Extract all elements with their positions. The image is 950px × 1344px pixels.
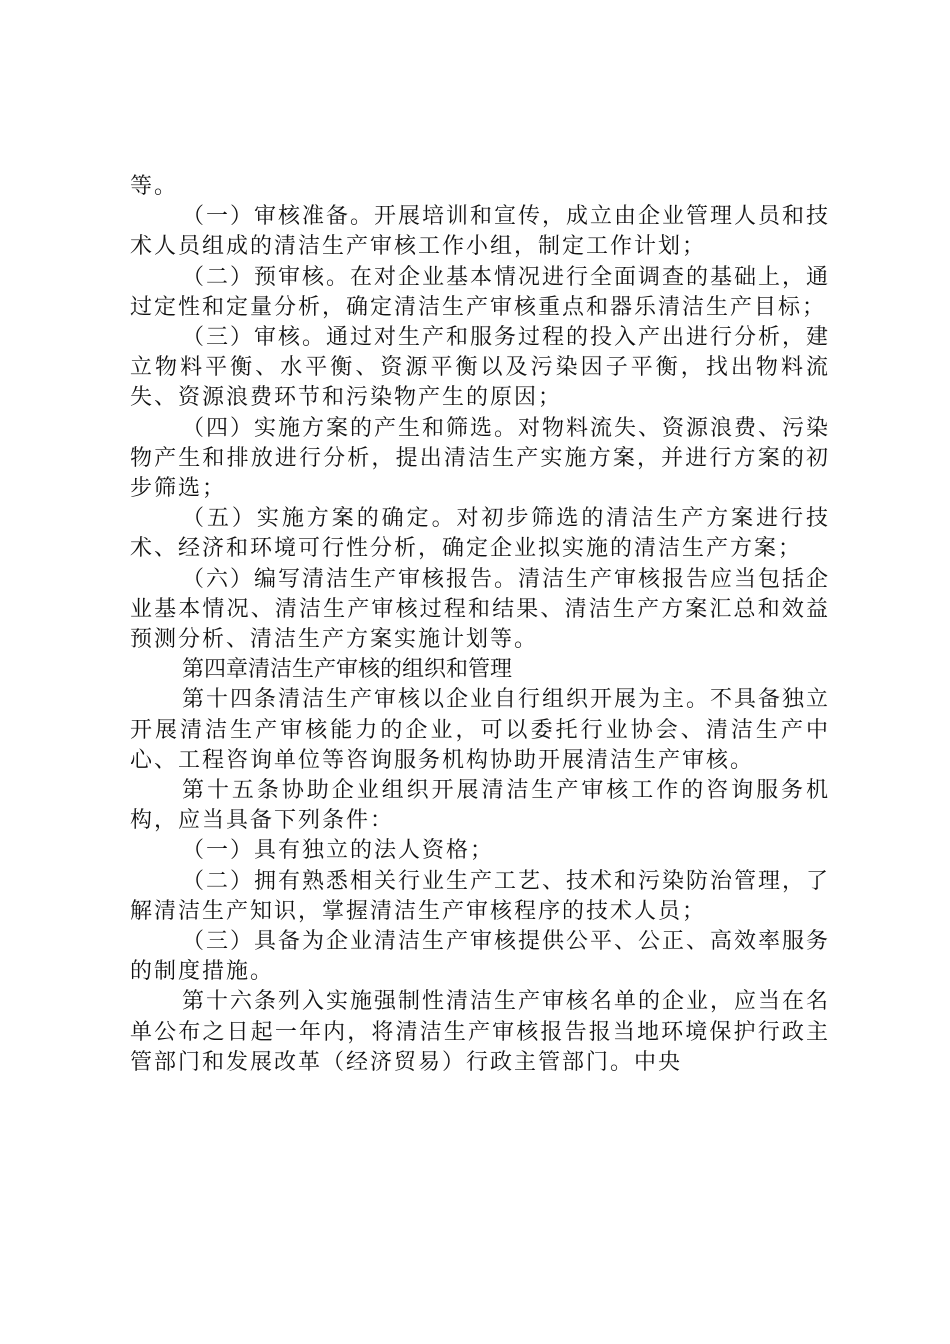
paragraph-audit-preparation: （一）审核准备。开展培训和宣传，成立由企业管理人员和技术人员组成的清洁生产审核工作小组，制定工作计划； [130, 204, 831, 260]
article-16: 第十六条列入实施强制性清洁生产审核名单的企业，应当在名单公布之日起一年内，将清洁生产审核报告报当地环境保护行政主管部门和发展改革（经济贸易）行政主管部门。中央 [130, 989, 831, 1075]
paragraph-scheme-generation: （四）实施方案的产生和筛选。对物料流失、资源浪费、污染物产生和排放进行分析，提出清洁生产实施方案，并进行方案的初步筛选； [130, 415, 831, 502]
paragraph-scheme-determination: （五）实施方案的确定。对初步筛选的清洁生产方案进行技术、经济和环境可行性分析，确定企业拟实施的清洁生产方案； [130, 506, 830, 562]
continuation-text: 等。 [130, 174, 179, 199]
paragraph-audit: （三）审核。通过对生产和服务过程的投入产出进行分析，建立物料平衡、水平衡、资源平衡以及污染因子平衡，找出物料流失、资源浪费环节和污染物产生的原因； [130, 325, 831, 411]
condition-1: （一）具有独立的法人资格； [182, 838, 495, 864]
paragraph-audit-report: （六）编写清洁生产审核报告。清洁生产审核报告应当包括企业基本情况、清洁生产审核过程和结果、清洁生产方案汇总和效益预测分析、清洁生产方案实施计划等。 [130, 566, 831, 653]
article-14: 第十四条清洁生产审核以企业自行组织开展为主。不具备独立开展清洁生产审核能力的企业，可以委托行业协会、清洁生产中心、工程咨询单位等咨询服务机构协助开展清洁生产审核。 [130, 687, 831, 773]
document-page [130, 172, 830, 1078]
article-15: 第十五条协助企业组织开展清洁生产审核工作的咨询服务机构，应当具备下列条件： [130, 778, 830, 834]
condition-2: （二）拥有熟悉相关行业生产工艺、技术和污染防治管理，了解清洁生产知识，掌握清洁生产审核程序的技术人员； [130, 868, 831, 924]
chapter-heading: 第四章清洁生产审核的组织和管理 [182, 657, 513, 683]
paragraph-pre-audit: （二）预审核。在对企业基本情况进行全面调查的基础上，通过定性和定量分析，确定清洁生产审核重点和器乐清洁生产目标； [130, 264, 831, 320]
condition-3: （三）具备为企业清洁生产审核提供公平、公正、高效率服务的制度措施。 [130, 929, 831, 985]
